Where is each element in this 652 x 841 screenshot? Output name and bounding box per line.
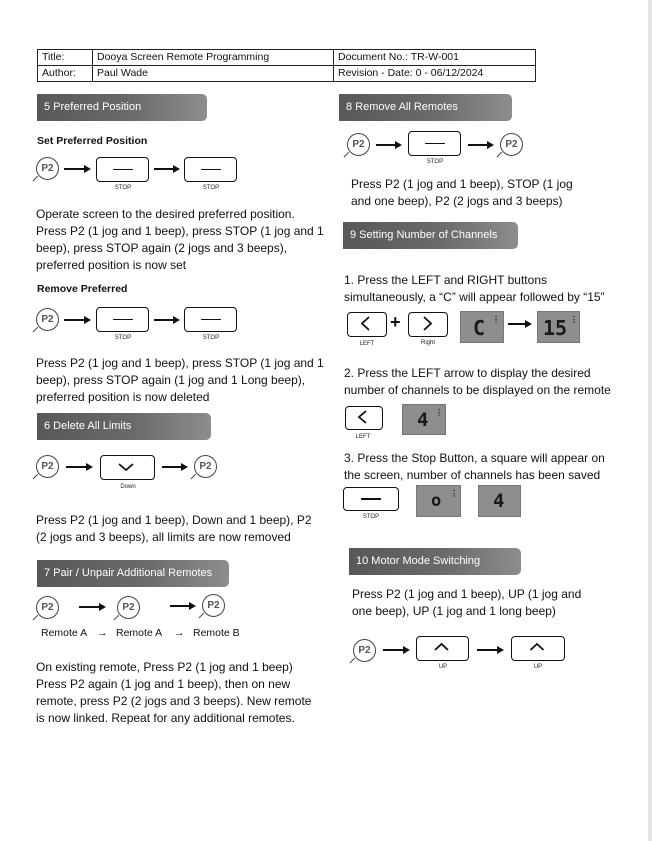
stop-label: STOP <box>362 514 380 520</box>
text-line: beep), press STOP again (1 jog and 1 Long beep), <box>36 373 306 387</box>
signal-icon: ⋮ <box>570 315 578 324</box>
channels-step-2-text <box>344 365 611 399</box>
signal-icon: ⋮ <box>435 408 443 417</box>
section-10-heading: 10 Motor Mode Switching <box>349 548 521 575</box>
section-8-heading: 8 Remove All Remotes <box>339 94 512 121</box>
text-line: 1. Press the LEFT and RIGHT buttons <box>344 273 547 287</box>
lcd-digits: 4 <box>493 490 505 512</box>
arrow-icon <box>468 144 492 146</box>
arrow-glyph: → <box>174 627 185 639</box>
lcd-display-4 <box>478 485 521 517</box>
document-header-table <box>37 49 536 82</box>
text-line: beep), press STOP again (2 jogs and 3 beeps), <box>36 241 288 255</box>
remote-b-label: Remote B <box>193 627 240 639</box>
left-label: LEFT <box>355 434 371 440</box>
page-edge-shadow <box>648 0 652 841</box>
p2-icon: P2 <box>117 596 140 619</box>
arrow-icon <box>79 606 104 608</box>
down-label: Down <box>120 484 136 490</box>
arrow-icon <box>66 466 91 468</box>
chevron-left-icon <box>344 405 382 429</box>
remote-a-label: Remote A <box>116 627 163 639</box>
text-line: (2 jogs and 3 beeps), all limits are now removed <box>36 530 291 544</box>
arrow-icon <box>64 319 89 321</box>
left-button-icon <box>345 406 383 430</box>
p2-icon: P2 <box>500 133 523 156</box>
text-line: Press P2 (1 jog and 1 beep), press STOP (1 jog and 1 <box>36 356 324 370</box>
text-line: Press P2 (1 jog and 1 beep), UP (1 jog and <box>352 587 582 601</box>
section-9-heading: 9 Setting Number of Channels <box>343 222 518 249</box>
lcd-digits: 4 <box>417 409 429 431</box>
text-line: Operate screen to the desired preferred position. <box>36 207 295 221</box>
chevron-down-icon <box>99 454 154 479</box>
down-button-icon <box>100 455 155 480</box>
author-label: Author: <box>38 66 93 82</box>
arrow-icon <box>508 323 530 325</box>
text-line: 2. Press the LEFT arrow to display the desired <box>344 366 591 380</box>
section-7-heading: 7 Pair / Unpair Additional Remotes <box>37 560 229 587</box>
stop-label: STOP <box>426 159 444 165</box>
p2-icon: P2 <box>347 133 370 156</box>
stop-label: STOP <box>202 185 220 191</box>
section-6-heading: 6 Delete All Limits <box>37 413 211 440</box>
remove-preferred-text <box>36 355 324 406</box>
lcd-display-square <box>416 485 461 517</box>
document-number: Document No.: TR-W-001 <box>334 50 536 66</box>
p2-icon: P2 <box>353 639 376 662</box>
text-line: the screen, number of channels has been saved <box>344 468 601 482</box>
text-line: one beep), UP (1 jog and 1 long beep) <box>352 604 556 618</box>
lcd-digits: o <box>431 491 442 511</box>
delete-limits-text <box>36 512 312 546</box>
right-label: Right <box>420 340 435 346</box>
arrow-icon <box>376 144 400 146</box>
up-button-icon <box>416 636 469 661</box>
lcd-digits: 15 <box>543 316 568 340</box>
header-row-title <box>38 50 536 66</box>
text-line: Press P2 (1 jog and 1 beep), STOP (1 jog <box>351 177 573 191</box>
channels-step-3-text <box>344 450 605 484</box>
stop-button-icon <box>408 131 461 156</box>
text-line: number of channels to be displayed on the remote <box>344 383 611 397</box>
header-row-author <box>38 66 536 82</box>
set-preferred-text <box>36 206 324 274</box>
motor-mode-text <box>352 586 581 620</box>
plus-icon: + <box>390 312 401 332</box>
remote-a-label: Remote A <box>41 627 88 639</box>
lcd-display-4 <box>402 404 446 435</box>
text-line: remote, press P2 (2 jogs and 3 beeps). New remote <box>36 694 312 708</box>
signal-icon: ⋮ <box>492 315 500 324</box>
remove-preferred-subheading: Remove Preferred <box>37 283 128 295</box>
set-preferred-subheading: Set Preferred Position <box>37 135 148 147</box>
text-line: simultaneously, a “C” will appear followed by “15” <box>344 290 605 304</box>
section-5-heading: 5 Preferred Position <box>37 94 207 121</box>
arrow-icon <box>383 649 408 651</box>
up-label: UP <box>533 664 543 670</box>
chevron-up-icon <box>510 635 564 660</box>
text-line: and one beep), P2 (2 jogs and 3 beeps) <box>351 194 563 208</box>
arrow-icon <box>477 649 502 651</box>
stop-button-icon <box>96 307 149 332</box>
text-line: 3. Press the Stop Button, a square will appear on <box>344 451 605 465</box>
stop-button-icon <box>184 157 237 182</box>
p2-icon: P2 <box>194 455 217 478</box>
stop-button-icon <box>343 487 399 511</box>
chevron-left-icon <box>346 311 386 336</box>
stop-label: STOP <box>114 335 132 341</box>
text-line: Press P2 (1 jog and 1 beep), press STOP (1 jog and 1 <box>36 224 324 238</box>
lcd-display-15 <box>537 311 580 343</box>
p2-icon: P2 <box>202 594 225 617</box>
p2-icon: P2 <box>36 157 59 180</box>
arrow-icon <box>64 168 89 170</box>
pair-remotes-text <box>36 659 311 727</box>
title-value: Dooya Screen Remote Programming <box>93 50 334 66</box>
arrow-icon <box>170 605 194 607</box>
text-line: preferred position is now deleted <box>36 390 210 404</box>
text-line: preferred position is now set <box>36 258 187 272</box>
stop-label: STOP <box>202 335 220 341</box>
lcd-digits: C <box>473 316 486 340</box>
chevron-right-icon <box>407 311 447 336</box>
signal-icon: ⋮ <box>450 489 458 498</box>
chevron-up-icon <box>415 635 468 660</box>
left-button-icon <box>347 312 387 337</box>
stop-button-icon <box>96 157 149 182</box>
p2-icon: P2 <box>36 308 59 331</box>
arrow-glyph: → <box>97 627 108 639</box>
text-line: is now linked. Repeat for any additional remotes. <box>36 711 295 725</box>
arrow-icon <box>162 466 186 468</box>
text-line: Press P2 again (1 jog and 1 beep), then on new <box>36 677 291 691</box>
revision-date: Revision - Date: 0 - 06/12/2024 <box>334 66 536 82</box>
author-value: Paul Wade <box>93 66 334 82</box>
title-label: Title: <box>38 50 93 66</box>
text-line: On existing remote, Press P2 (1 jog and 1 beep) <box>36 660 293 674</box>
stop-button-icon <box>184 307 237 332</box>
text-line: Press P2 (1 jog and 1 beep), Down and 1 beep), P2 <box>36 513 312 527</box>
lcd-display-c <box>460 311 504 343</box>
arrow-icon <box>154 168 178 170</box>
p2-icon: P2 <box>36 596 59 619</box>
p2-icon: P2 <box>36 455 59 478</box>
remove-remotes-text <box>351 176 573 210</box>
channels-step-1-text <box>344 272 605 306</box>
left-label: LEFT <box>359 341 375 347</box>
up-button-icon <box>511 636 565 661</box>
right-button-icon <box>408 312 448 337</box>
stop-label: STOP <box>114 185 132 191</box>
up-label: UP <box>438 664 448 670</box>
arrow-icon <box>154 319 178 321</box>
